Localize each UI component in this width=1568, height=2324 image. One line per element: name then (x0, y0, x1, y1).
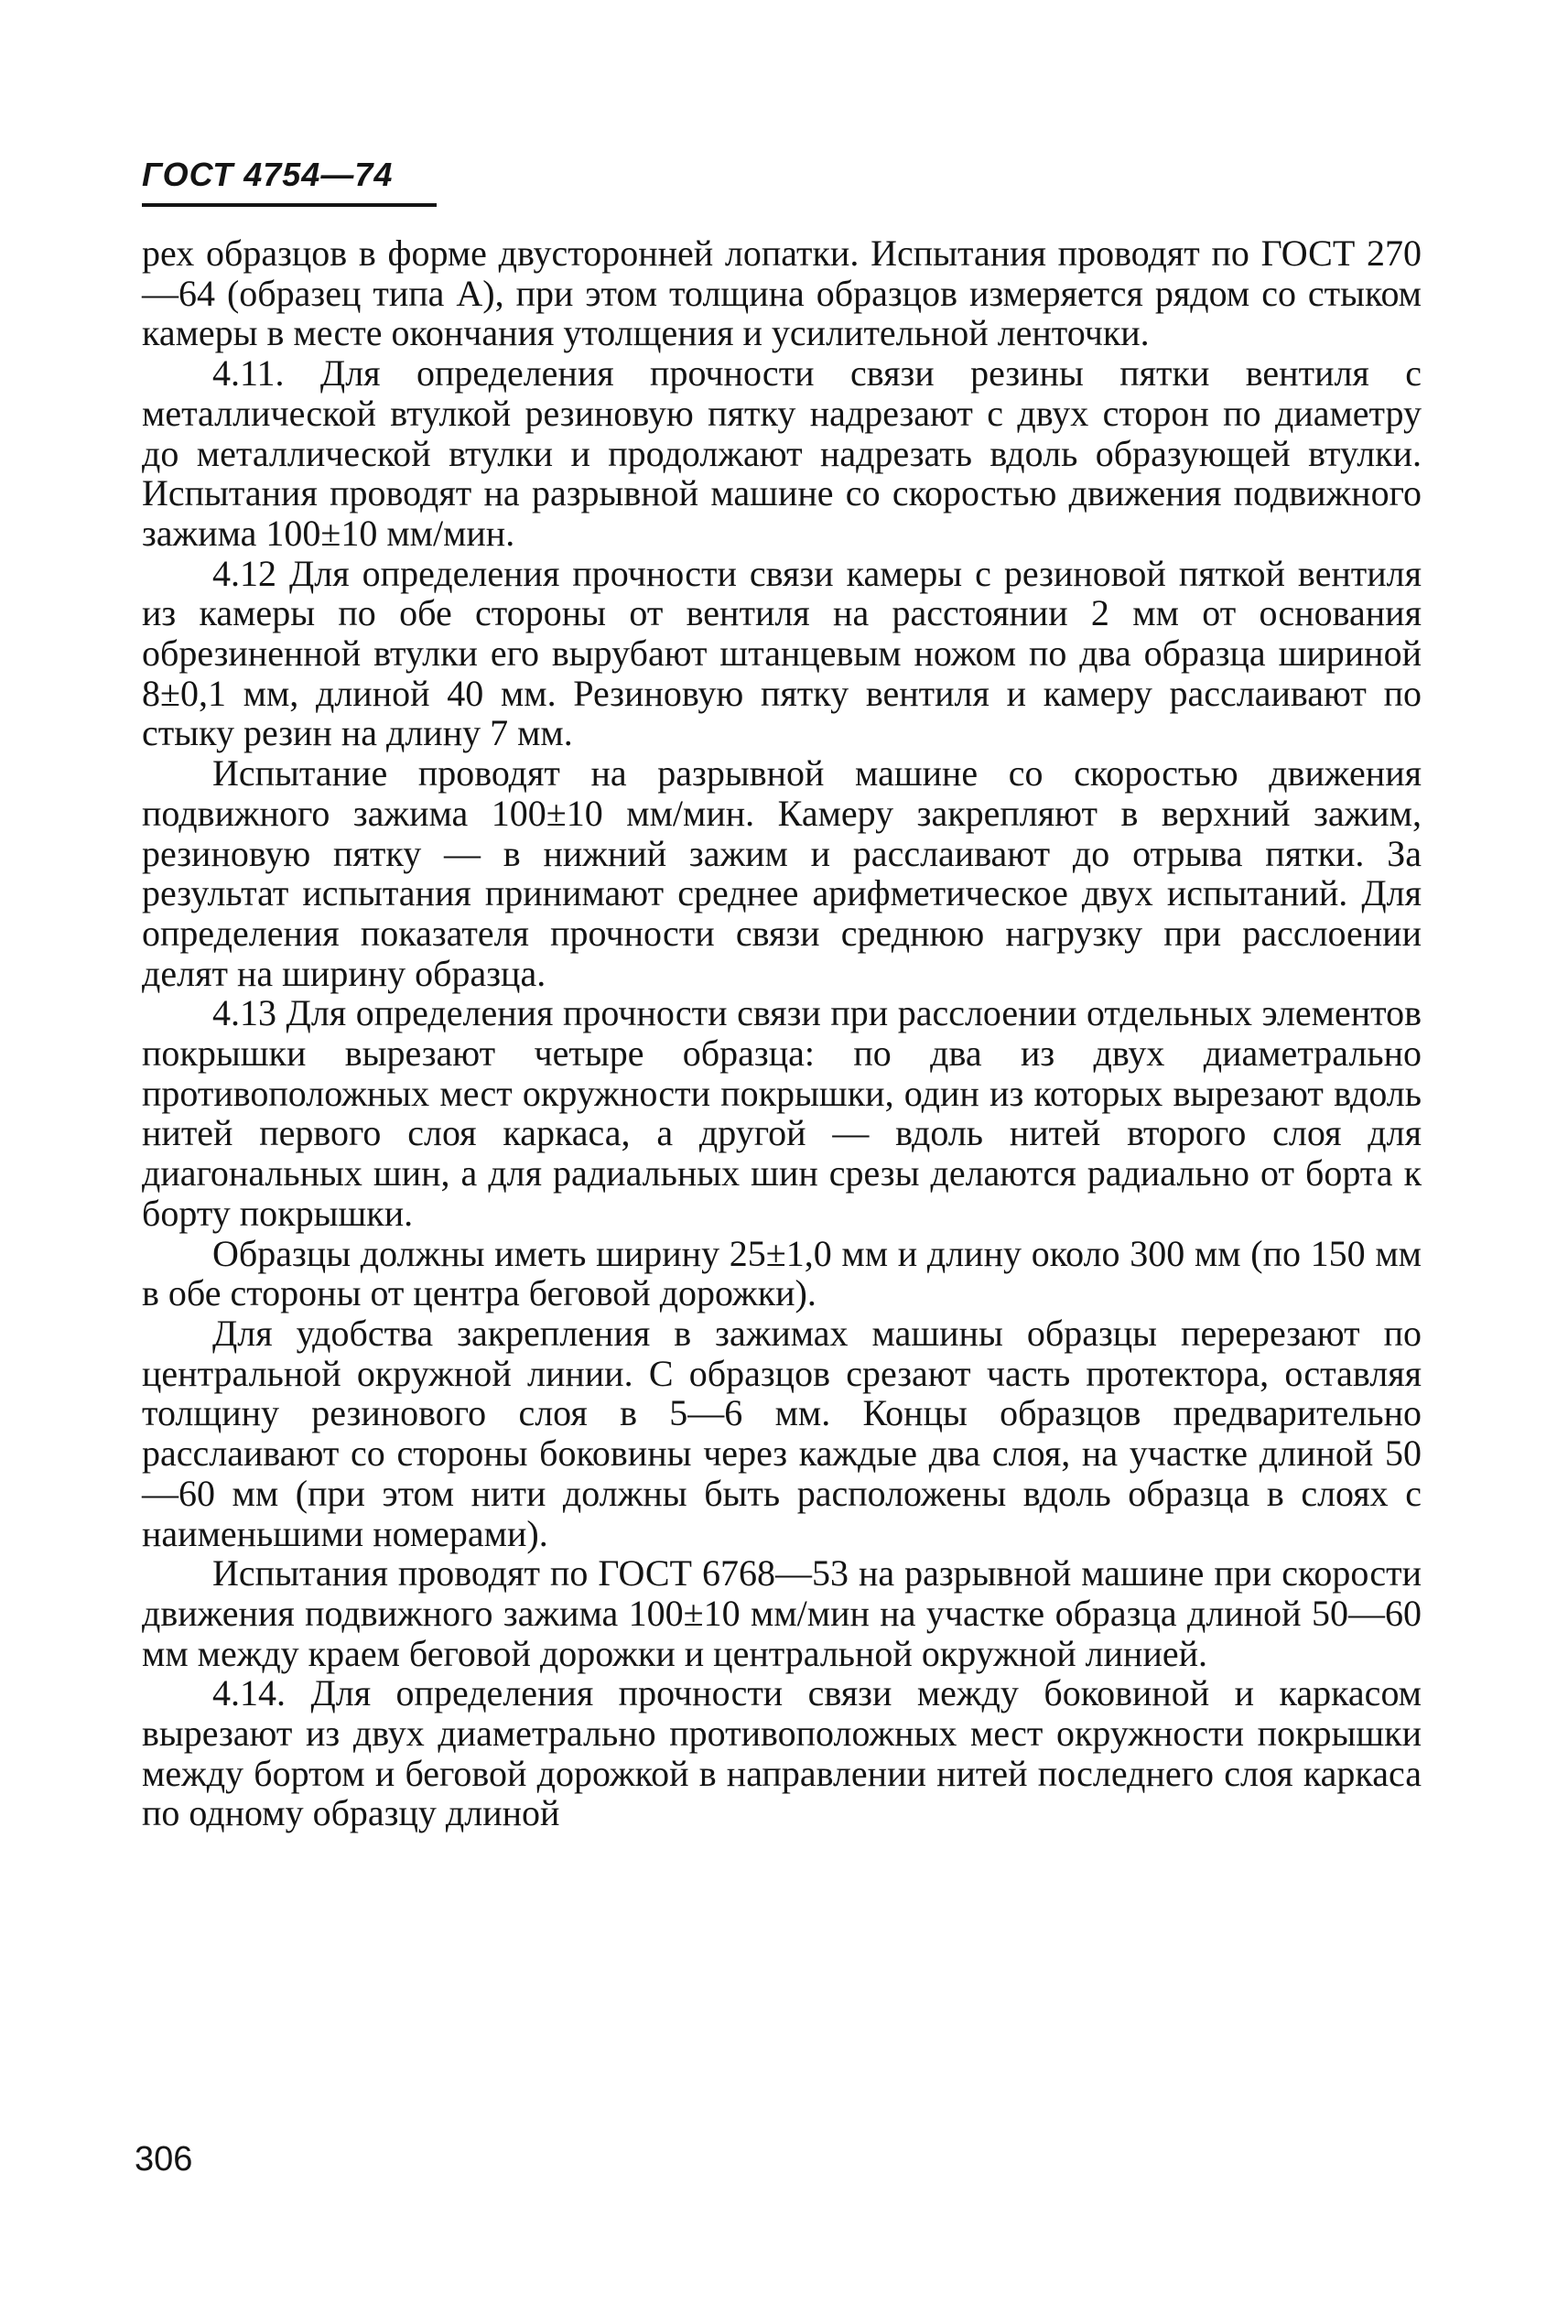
paragraph: Для удобства закрепления в зажимах машины образцы перерезают по центральной окружной линии. С образцов срезают часть протектора, оставляя толщину резинового слоя в 5—6 мм. Концы образцов предварительно расслаивают со стороны боковины через каждые два слоя, на участке длиной 50—60 мм (при этом нити должны быть расположены вдоль образца в слоях с наименьшими номерами). (142, 1312, 1422, 1554)
paragraph: 4.12 Для определения прочности связи камеры с резиновой пяткой вентиля из камеры по обе стороны от вентиля на расстоянии 2 мм от основания обрезиненной втулки его вырубают штанцевым ножом по два образца шириной 8±0,1 мм, длиной 40 мм. Резиновую пятку вентиля и камеру расслаивают по стыку резин на длину 7 мм. (142, 552, 1422, 754)
paragraph: Испытания проводят по ГОСТ 6768—53 на разрывной машине при скорости движения подвижного зажима 100±10 мм/мин на участке образца длиной 50—60 мм между краем беговой дорожки и центральной окружной линией. (142, 1552, 1422, 1674)
paragraph: 4.13 Для определения прочности связи при расслоении отдельных элементов покрышки вырезают четыре образца: по два из двух диаметрально противоположных мест окружности покрышки, один из которых вырезают вдоль нитей первого слоя каркаса, а другой — вдоль нитей второго слоя для диагональных шин, а для радиальных шин срезы делаются радиально от борта к борту покрышки. (142, 992, 1422, 1234)
paragraph: Образцы должны иметь ширину 25±1,0 мм и длину около 300 мм (по 150 мм в обе стороны от центра беговой дорожки). (142, 1232, 1422, 1314)
running-header: ГОСТ 4754—74 (142, 156, 394, 193)
paragraph: Испытание проводят на разрывной машине со скоростью движения подвижного зажима 100±10 мм/мин. Камеру закрепляют в верхний зажим, резиновую пятку — в нижний зажим и расслаивают до отрыва пятки. За результат испытания принимают среднее арифметическое двух испытаний. Для определения показателя прочности связи среднюю нагрузку при расслоении делят на ширину образца. (142, 752, 1422, 994)
paragraph: рех образцов в форме двусторонней лопатки. Испытания проводят по ГОСТ 270—64 (образец типа А), при этом толщина образцов измеряется рядом со стыком камеры в месте окончания утолщения и усилительной ленточки. (142, 232, 1422, 354)
body-text (142, 233, 1422, 1833)
paragraph: 4.11. Для определения прочности связи резины пятки вентиля с металлической втулкой резиновую пятку надрезают с двух сторон по диаметру до металлической втулки и продолжают надрезать вдоль образующей втулки. Испытания проводят на разрывной машине со скоростью движения подвижного зажима 100±10 мм/мин. (142, 352, 1422, 554)
paragraph: 4.14. Для определения прочности связи между боковиной и каркасом вырезают из двух диаметрально противоположных мест окружности покрышки между бортом и беговой дорожкой в направлении нитей последнего слоя каркаса по одному образцу длиной (142, 1672, 1422, 1834)
header-rule (142, 203, 437, 207)
page-number: 306 (135, 2140, 193, 2178)
